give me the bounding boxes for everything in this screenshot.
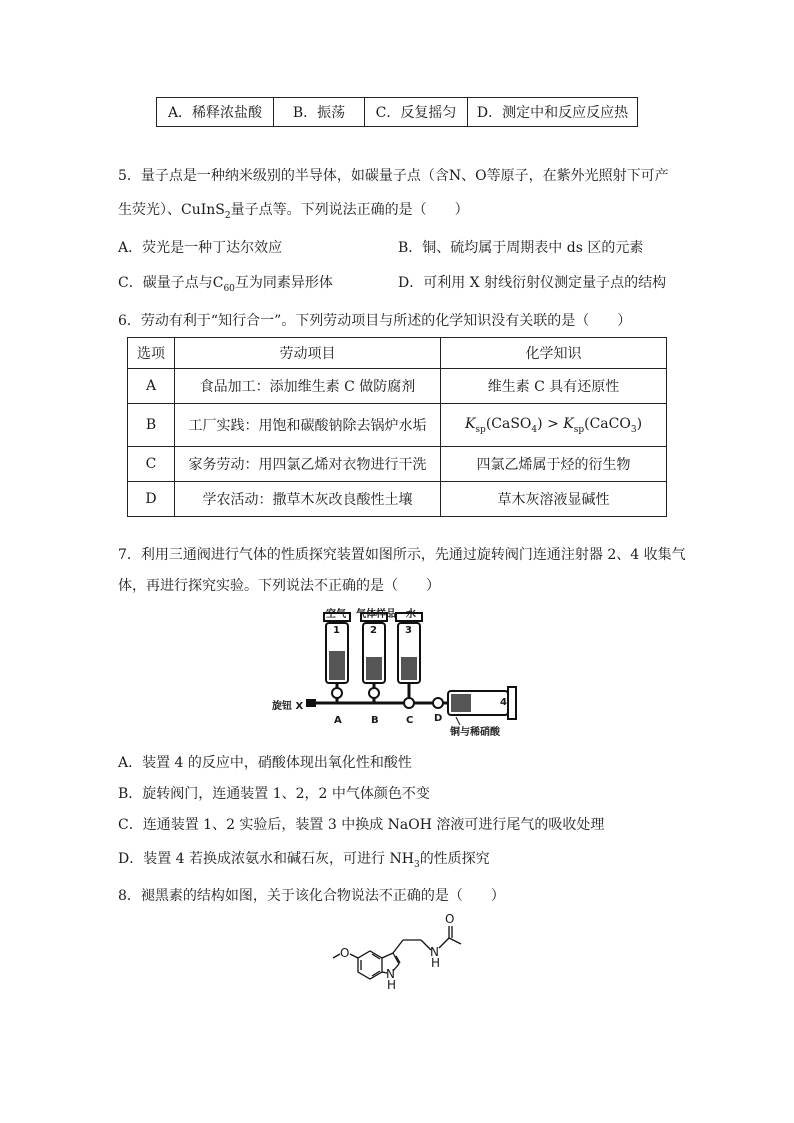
atom-n-amide: N <box>430 945 439 959</box>
valve-label-b: B <box>371 715 379 726</box>
syringe-number-3: 3 <box>405 625 412 636</box>
syringe-number-1: 1 <box>333 625 340 636</box>
label-water: 水 <box>406 609 416 620</box>
valve-label-a: A <box>334 715 342 726</box>
q6-header-project: 劳动项目 <box>175 338 441 369</box>
q7-stem-line2: 体，再进行探究实验。下列说法不正确的是（ ） <box>118 578 440 594</box>
q6-row-a <box>128 369 667 404</box>
atom-o-ether: O <box>340 946 350 960</box>
q6-row-a-project: 食品加工：添加维生素 C 做防腐剂 <box>175 369 441 404</box>
q5-option-c-post: 互为同素异形体 <box>234 275 333 291</box>
q6-row-c-knowledge: 四氯乙烯属于烃的衍生物 <box>441 447 667 482</box>
q7-option-c: C．连通装置 1、2 实验后，装置 3 中换成 NaOH 溶液可进行尾气的吸收处理 <box>118 817 605 833</box>
q5-option-c-sub: 60 <box>223 283 235 294</box>
label-air: 空气 <box>326 609 346 620</box>
q7-option-d-sub: 3 <box>413 859 420 870</box>
apparatus-diagram <box>270 605 525 740</box>
q7-stem-line1: 7．利用三通阀进行气体的性质探究装置如图所示，先通过旋转阀门连通注射器 2、4 收集气 <box>118 547 686 563</box>
apparatus-illustration <box>270 605 525 740</box>
q6-row-b-option: B <box>128 404 175 447</box>
q6-table <box>127 337 667 517</box>
q8-stem: 8．褪黑素的结构如图，关于该化合物说法不正确的是（ ） <box>118 888 505 904</box>
q5-option-b: B．铜、硫均属于周期表中 ds 区的元素 <box>398 240 644 256</box>
q5-option-c-pre: C．碳量子点与C <box>118 275 224 291</box>
q5-stem-line2-pre: 生荧光）、CuInS <box>118 202 225 218</box>
q7-option-a: A．装置 4 的反应中，硝酸体现出氧化性和酸性 <box>118 755 412 771</box>
ksp1-sub: sp <box>475 424 486 435</box>
q4-option-a: A．稀释浓盐酸 <box>157 98 274 127</box>
q6-row-c-option: C <box>128 447 175 482</box>
q5-option-c <box>118 273 333 299</box>
salt2: CaCO <box>589 415 631 432</box>
q6-header-knowledge: 化学知识 <box>441 338 667 369</box>
compare-op: > <box>547 415 559 432</box>
label-gas-sample: 气体样品 <box>356 609 396 620</box>
ksp2-sub: sp <box>573 424 585 435</box>
ksp1-k: K <box>464 415 476 432</box>
ksp2-k: K <box>563 415 574 432</box>
q5-stem-line2 <box>118 200 469 226</box>
q6-row-d-option: D <box>128 482 175 517</box>
q6-row-b-knowledge: $K_{sp}(CaSO_4)$ > $K_{sp}(CaCO_3)$ <box>441 404 667 447</box>
q6-row-d <box>128 482 667 517</box>
atom-o-carbonyl: O <box>445 912 455 926</box>
label-cu-nitric-acid: 铜与稀硝酸 <box>450 727 500 738</box>
syringe-number-4: 4 <box>500 697 507 708</box>
q6-row-b-project: 工厂实践：用饱和碳酸钠除去锅炉水垢 <box>175 404 441 447</box>
q7-option-d-post: 的性质探究 <box>419 851 490 867</box>
q4-option-c: C．反复摇匀 <box>365 98 468 127</box>
melatonin-structure <box>325 912 475 997</box>
q6-table-header <box>128 338 667 369</box>
q5-stem-line1: 5．量子点是一种纳米级别的半导体，如碳量子点（含N、O等原子，在紫外光照射下可产 <box>118 168 669 184</box>
atom-h-indole: H <box>387 978 397 992</box>
q5-stem-line2-post: 量子点等。下列说法正确的是（ ） <box>230 202 469 218</box>
atom-h-amide: H <box>431 956 441 970</box>
q6-row-c-project: 家务劳动：用四氯乙烯对衣物进行干洗 <box>175 447 441 482</box>
q6-header-option: 选项 <box>128 338 175 369</box>
valve-label-d: D <box>434 713 443 724</box>
q6-stem: 6．劳动有利于“知行合一”。下列劳动项目与所述的化学知识没有关联的是（ ） <box>118 313 632 329</box>
valve-label-c: C <box>406 715 414 726</box>
label-knob-x: 旋钮 X <box>272 701 304 712</box>
q4-option-table <box>156 97 638 127</box>
q7-option-d-pre: D．装置 4 若换成浓氨水和碱石灰，可进行 NH <box>118 851 414 867</box>
syringe-number-2: 2 <box>370 625 377 636</box>
q6-row-d-knowledge: 草木灰溶液显碱性 <box>441 482 667 517</box>
q7-option-b: B．旋转阀门，连通装置 1、2，2 中气体颜色不变 <box>118 786 430 802</box>
q6-row-b <box>128 404 667 447</box>
q6-row-d-project: 学农活动：撒草木灰改良酸性土壤 <box>175 482 441 517</box>
q6-row-a-option: A <box>128 369 175 404</box>
q5-stem-line2-sub: 2 <box>224 210 231 221</box>
q5-option-a: A．荧光是一种丁达尔效应 <box>118 240 283 256</box>
q6-row-a-knowledge: 维生素 C 具有还原性 <box>441 369 667 404</box>
q6-row-c <box>128 447 667 482</box>
q4-option-b: B．振荡 <box>274 98 365 127</box>
q4-option-d: D．测定中和反应反应热 <box>468 98 638 127</box>
q7-option-d <box>118 849 490 875</box>
salt2-sub: 3 <box>630 424 637 435</box>
salt1-sub: 4 <box>531 424 538 435</box>
salt1: CaSO <box>491 415 532 432</box>
q5-option-d: D．可利用 X 射线衍射仪测定量子点的结构 <box>398 275 667 291</box>
atom-n-indole: N <box>386 967 395 981</box>
